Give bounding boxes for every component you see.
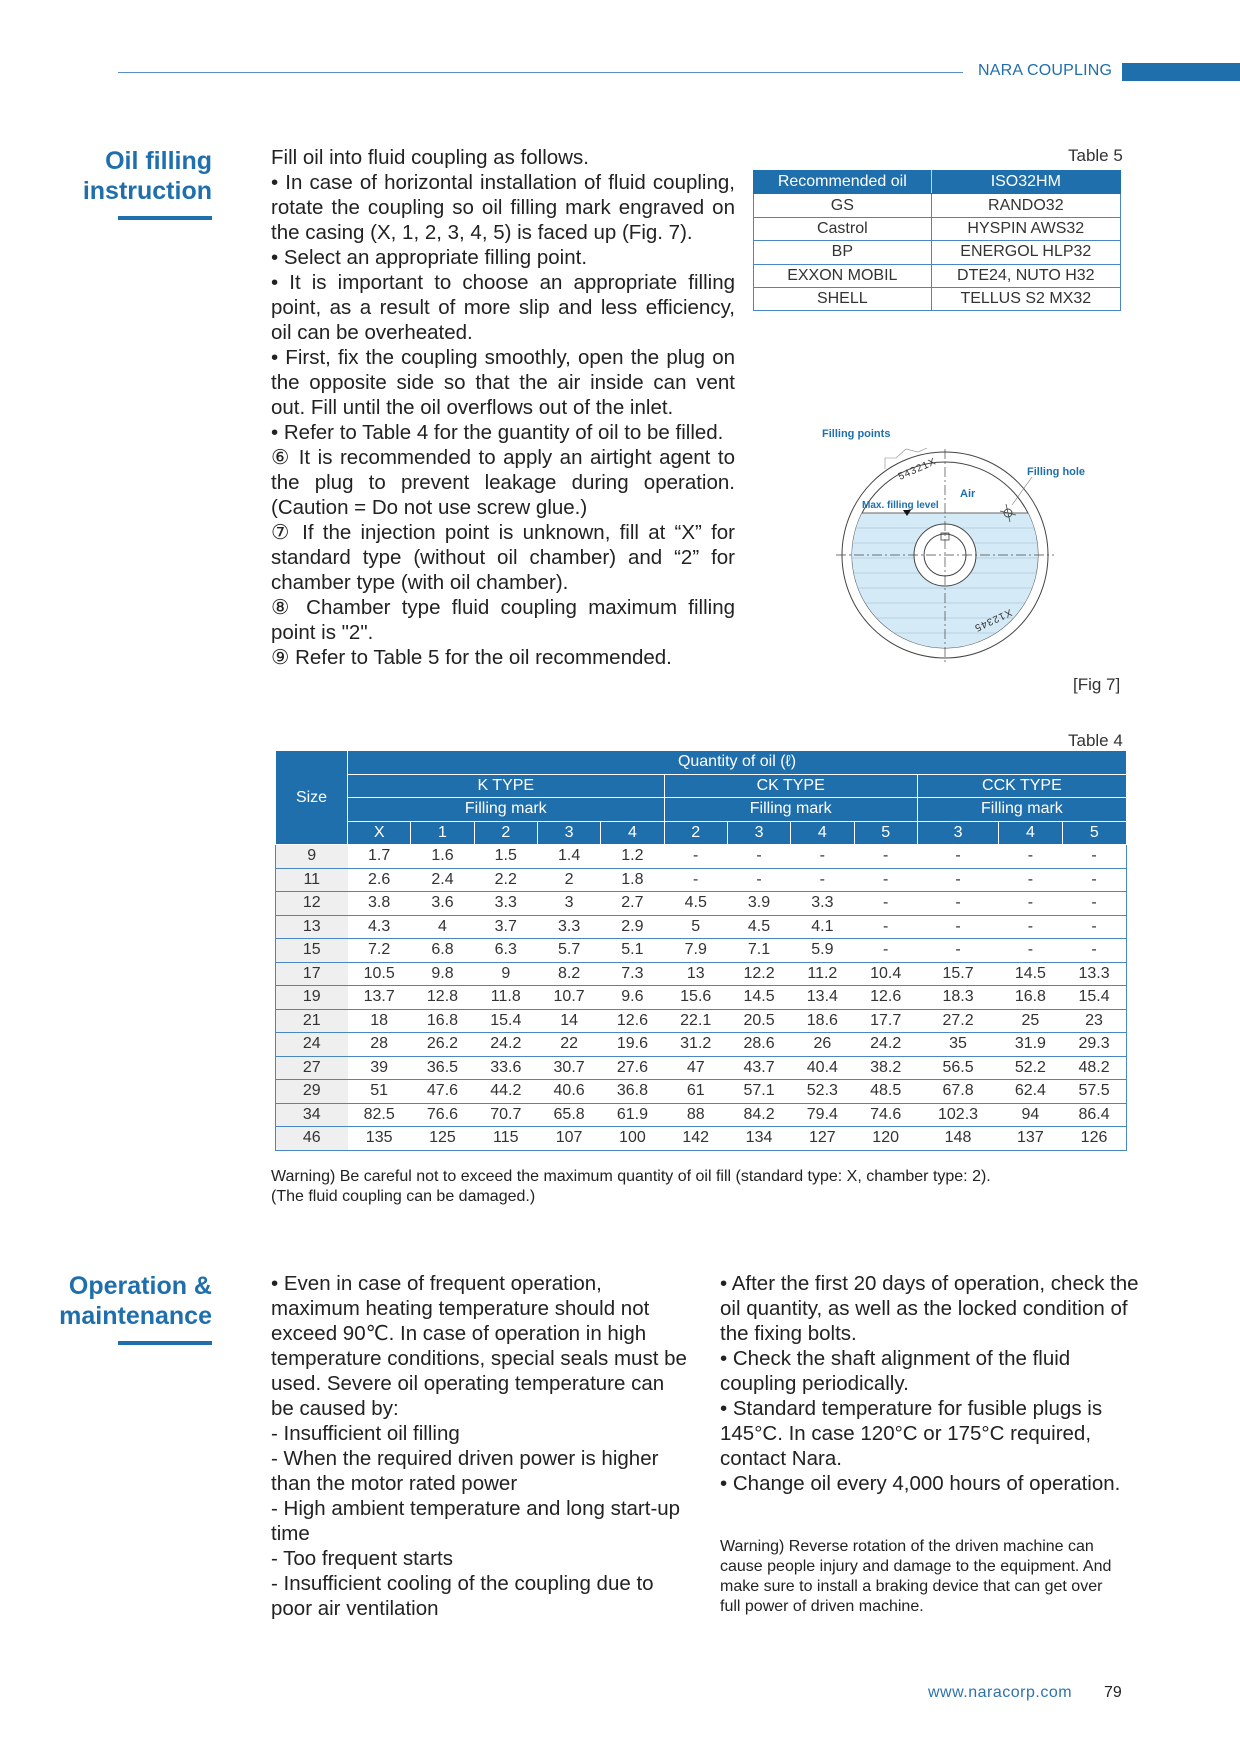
quantity-cell: 31.2 (664, 1033, 727, 1057)
quantity-cell: 102.3 (917, 1103, 998, 1127)
quantity-cell: 1.4 (537, 845, 600, 869)
quantity-cell: 2.4 (411, 868, 474, 892)
filling-mark-cell: 2 (664, 821, 727, 845)
quantity-cell: 10.5 (348, 962, 411, 986)
oil-brand-cell: EXXON MOBIL (754, 264, 932, 287)
quantity-cell: - (917, 939, 998, 963)
section-heading-oil-filling (32, 146, 212, 220)
quantity-cell: - (854, 915, 917, 939)
instruction-paragraph: • In case of horizontal installation of fluid coupling, rotate the coupling so oil filling mark engraved on the casing (X, 1, 2, 3, 4, 5) is faced up (Fig. 7). (271, 171, 735, 244)
quantity-cell: - (917, 868, 998, 892)
table5-caption: Table 5 (1068, 146, 1123, 165)
quantity-cell: 11.8 (474, 986, 537, 1010)
quantity-cell: - (1062, 845, 1126, 869)
oil-product-cell: DTE24, NUTO H32 (931, 264, 1120, 287)
quantity-cell: 148 (917, 1127, 998, 1151)
quantity-cell: 56.5 (917, 1056, 998, 1080)
quantity-cell: 18.3 (917, 986, 998, 1010)
quantity-cell: 38.2 (854, 1056, 917, 1080)
quantity-cell: 17.7 (854, 1009, 917, 1033)
quantity-cell: 12.2 (727, 962, 790, 986)
quantity-cell: - (791, 868, 854, 892)
table-header-row (754, 171, 1121, 194)
quantity-cell: 2.2 (474, 868, 537, 892)
quantity-cell: 82.5 (348, 1103, 411, 1127)
quantity-cell: 3.6 (411, 892, 474, 916)
quantity-cell: 13.4 (791, 986, 854, 1010)
operation-left-column (271, 1271, 691, 1621)
section-heading-operation (12, 1271, 212, 1345)
quantity-cell: 127 (791, 1127, 854, 1151)
quantity-cell: 100 (601, 1127, 664, 1151)
size-cell: 24 (276, 1033, 348, 1057)
filling-hole-label: Filling hole (1027, 466, 1086, 478)
operation-paragraph: • Standard temperature for fusible plugs is 145°C. In case 120°C or 175°C required, contact Nara. (720, 1397, 1103, 1470)
filling-points-label: Filling points (822, 428, 891, 440)
quantity-cell: 27.2 (917, 1009, 998, 1033)
oil-brand-cell: GS (754, 194, 932, 217)
quantity-cell: 1.2 (601, 845, 664, 869)
quantity-cell: - (999, 915, 1062, 939)
table-row (276, 892, 1127, 916)
filling-mark-cell: X (348, 821, 411, 845)
operation-list-item: - Insufficient oil filling (271, 1422, 460, 1445)
filling-mark-cell: 1 (411, 821, 474, 845)
filling-mark-cell: 5 (854, 821, 917, 845)
quantity-cell: 13 (664, 962, 727, 986)
table-header-row (276, 798, 1127, 822)
filling-mark-cell: 2 (474, 821, 537, 845)
quantity-cell: 12.8 (411, 986, 474, 1010)
quantity-cell: 24.2 (854, 1033, 917, 1057)
quantity-cell: - (999, 939, 1062, 963)
quantity-cell: 3.9 (727, 892, 790, 916)
quantity-cell: - (1062, 915, 1126, 939)
quantity-cell: 2.7 (601, 892, 664, 916)
quantity-cell: - (854, 845, 917, 869)
quantity-cell: - (664, 845, 727, 869)
quantity-cell: 88 (664, 1103, 727, 1127)
oil-product-cell: RANDO32 (931, 194, 1120, 217)
quantity-cell: - (791, 845, 854, 869)
quantity-cell: - (854, 892, 917, 916)
quantity-cell: 9.8 (411, 962, 474, 986)
quantity-cell: 2.9 (601, 915, 664, 939)
quantity-cell: 30.7 (537, 1056, 600, 1080)
quantity-cell: 9.6 (601, 986, 664, 1010)
quantity-cell: 61.9 (601, 1103, 664, 1127)
oil-product-cell: ENERGOL HLP32 (931, 241, 1120, 264)
size-cell: 15 (276, 939, 348, 963)
quantity-cell: 8.2 (537, 962, 600, 986)
instruction-paragraph: • Refer to Table 4 for the guantity of oil to be filled. (271, 421, 724, 444)
oil-brand-cell: SHELL (754, 287, 932, 310)
quantity-cell: 28.6 (727, 1033, 790, 1057)
filling-mark-cell: 3 (727, 821, 790, 845)
k-type-header: K TYPE (348, 774, 665, 798)
filling-mark-header: Filling mark (348, 798, 665, 822)
table-row (276, 915, 1127, 939)
size-cell: 17 (276, 962, 348, 986)
table-row (276, 1103, 1127, 1127)
heading-line-1: Oil filling (105, 147, 212, 175)
quantity-cell: 39 (348, 1056, 411, 1080)
quantity-cell: 15.4 (474, 1009, 537, 1033)
instruction-paragraph: • First, fix the coupling smoothly, open the plug on the opposite side so that the air inside can vent out. Fill until the oil overflows out of the inlet. (271, 346, 735, 419)
quantity-cell: - (999, 845, 1062, 869)
quantity-cell: 1.8 (601, 868, 664, 892)
quantity-cell: 86.4 (1062, 1103, 1126, 1127)
size-cell: 21 (276, 1009, 348, 1033)
quantity-cell: 47 (664, 1056, 727, 1080)
table-row (276, 939, 1127, 963)
filling-mark-cell: 5 (1062, 821, 1126, 845)
quantity-cell: 47.6 (411, 1080, 474, 1104)
quantity-cell: 3.7 (474, 915, 537, 939)
quantity-cell: 12.6 (854, 986, 917, 1010)
filling-mark-header: Filling mark (664, 798, 917, 822)
header-rule (118, 72, 963, 73)
table-row (276, 1009, 1127, 1033)
quantity-cell: 1.7 (348, 845, 411, 869)
operation-paragraph: • Check the shaft alignment of the fluid coupling periodically. (720, 1347, 1071, 1395)
quantity-cell: 67.8 (917, 1080, 998, 1104)
instruction-paragraph: • It is important to choose an appropriate filling point, as a result of more slip and less efficiency, oil can be overheated. (271, 271, 735, 344)
quantity-cell: 1.6 (411, 845, 474, 869)
table-row (754, 194, 1121, 217)
quantity-cell: 70.7 (474, 1103, 537, 1127)
header-title: NARA COUPLING (978, 62, 1113, 79)
operation-paragraph: • After the first 20 days of operation, check the oil quantity, as well as the locked condition of the fixing bolts. (720, 1272, 1139, 1345)
table-row (276, 1080, 1127, 1104)
table-row (754, 217, 1121, 240)
quantity-cell: 120 (854, 1127, 917, 1151)
quantity-cell: 7.9 (664, 939, 727, 963)
table-row (754, 241, 1121, 264)
quantity-cell: 3 (537, 892, 600, 916)
table4-caption: Table 4 (1068, 731, 1123, 750)
quantity-cell: 2 (537, 868, 600, 892)
quantity-cell: - (854, 868, 917, 892)
table-row (276, 962, 1127, 986)
quantity-cell: 36.8 (601, 1080, 664, 1104)
heading-line-2: instruction (82, 177, 212, 205)
quantity-cell: - (1062, 868, 1126, 892)
heading-underline (118, 1341, 212, 1345)
size-cell: 34 (276, 1103, 348, 1127)
quantity-cell: 43.7 (727, 1056, 790, 1080)
instruction-paragraph: ⑧ Chamber type fluid coupling maximum filling point is "2". (271, 596, 735, 644)
oil-brand-cell: BP (754, 241, 932, 264)
quantity-cell: 62.4 (999, 1080, 1062, 1104)
quantity-cell: 24.2 (474, 1033, 537, 1057)
oil-product-cell: TELLUS S2 MX32 (931, 287, 1120, 310)
quantity-cell: 12.6 (601, 1009, 664, 1033)
table-row (276, 1056, 1127, 1080)
oil-filling-instructions (271, 145, 735, 670)
quantity-cell: 137 (999, 1127, 1062, 1151)
filling-mark-cell: 4 (601, 821, 664, 845)
instruction-paragraph: Fill oil into fluid coupling as follows. (271, 146, 589, 169)
quantity-cell: - (727, 845, 790, 869)
quantity-cell: 9 (474, 962, 537, 986)
quantity-cell: 48.2 (1062, 1056, 1126, 1080)
max-filling-level-label: Max. filling level (862, 500, 939, 511)
quantity-cell: - (1062, 939, 1126, 963)
quantity-cell: 6.3 (474, 939, 537, 963)
page-number: 79 (1104, 1684, 1122, 1701)
quantity-cell: 14 (537, 1009, 600, 1033)
quantity-cell: 57.1 (727, 1080, 790, 1104)
filling-mark-cell: 4 (791, 821, 854, 845)
quantity-cell: 1.5 (474, 845, 537, 869)
coupling-filling-diagram (810, 425, 1130, 685)
quantity-cell: 107 (537, 1127, 600, 1151)
quantity-cell: 7.1 (727, 939, 790, 963)
operation-paragraph: • Even in case of frequent operation, maximum heating temperature should not exceed 90℃. In case of operation in high temperature conditions, special seals must be used. Severe oil operating temperature can be caused by: (271, 1272, 687, 1420)
quantity-cell: 3.3 (474, 892, 537, 916)
quantity-cell: 48.5 (854, 1080, 917, 1104)
size-cell: 27 (276, 1056, 348, 1080)
quantity-cell: 36.5 (411, 1056, 474, 1080)
filling-mark-cell: 3 (917, 821, 998, 845)
size-header: Size (276, 751, 348, 845)
quantity-cell: 26 (791, 1033, 854, 1057)
size-cell: 12 (276, 892, 348, 916)
heading-underline (118, 216, 212, 220)
quantity-cell: 25 (999, 1009, 1062, 1033)
table-row (754, 287, 1121, 310)
filling-mark-cell: 3 (537, 821, 600, 845)
quantity-cell: - (854, 939, 917, 963)
instruction-paragraph: ⑦ If the injection point is unknown, fill at “X” for standard type (without oil chamber) and “2” for chamber type (with oil chamber). (271, 521, 735, 594)
filling-mark-header: Filling mark (917, 798, 1126, 822)
quantity-cell: 13.3 (1062, 962, 1126, 986)
quantity-cell: 23 (1062, 1009, 1126, 1033)
table-header-row (276, 751, 1127, 775)
quantity-cell: 84.2 (727, 1103, 790, 1127)
quantity-cell: 51 (348, 1080, 411, 1104)
filling-mark-cell: 4 (999, 821, 1062, 845)
table-row (754, 264, 1121, 287)
quantity-cell: - (664, 868, 727, 892)
heading-line-2: maintenance (59, 1302, 212, 1330)
table-row (276, 986, 1127, 1010)
recommended-oil-table (753, 170, 1121, 311)
quantity-cell: 22.1 (664, 1009, 727, 1033)
quantity-cell: 6.8 (411, 939, 474, 963)
quantity-cell: 2.6 (348, 868, 411, 892)
quantity-cell: - (999, 868, 1062, 892)
quantity-cell: 15.7 (917, 962, 998, 986)
oil-brand-cell: Castrol (754, 217, 932, 240)
quantity-cell: - (917, 845, 998, 869)
operation-list-item: - High ambient temperature and long start-up time (271, 1497, 681, 1545)
cck-type-header: CCK TYPE (917, 774, 1126, 798)
size-cell: 29 (276, 1080, 348, 1104)
quantity-cell: 14.5 (727, 986, 790, 1010)
warning-line: Warning) Be careful not to exceed the maximum quantity of oil fill (standard type: X, chamber type: 2). (271, 1168, 991, 1185)
quantity-cell: 19.6 (601, 1033, 664, 1057)
size-cell: 9 (276, 845, 348, 869)
instruction-paragraph: ⑨ Refer to Table 5 for the oil recommended. (271, 646, 672, 669)
oil-fill-warning (271, 1167, 991, 1207)
quantity-cell: 3.3 (791, 892, 854, 916)
size-cell: 19 (276, 986, 348, 1010)
quantity-cell: 10.7 (537, 986, 600, 1010)
quantity-cell: 5.7 (537, 939, 600, 963)
quantity-header: Quantity of oil (ℓ) (348, 751, 1127, 775)
figure7-caption: [Fig 7] (1073, 675, 1121, 694)
quantity-cell: 76.6 (411, 1103, 474, 1127)
table-header-row (276, 774, 1127, 798)
table-row (276, 845, 1127, 869)
quantity-cell: 40.6 (537, 1080, 600, 1104)
instruction-paragraph: • Select an appropriate filling point. (271, 246, 588, 269)
quantity-cell: 18 (348, 1009, 411, 1033)
heading-line-1: Operation & (68, 1272, 212, 1300)
quantity-cell: 115 (474, 1127, 537, 1151)
quantity-cell: - (1062, 892, 1126, 916)
table-header-row (276, 821, 1127, 845)
quantity-cell: 79.4 (791, 1103, 854, 1127)
instruction-paragraph: ⑥ It is recommended to apply an airtight agent to the plug to prevent leakage during operation. (Caution = Do not use screw glue.) (271, 446, 735, 519)
quantity-cell: 28 (348, 1033, 411, 1057)
quantity-cell: 14.5 (999, 962, 1062, 986)
quantity-cell: 65.8 (537, 1103, 600, 1127)
quantity-cell: 126 (1062, 1127, 1126, 1151)
footer-website-link[interactable]: www.naracorp.com (928, 1684, 1073, 1701)
warning-line: (The fluid coupling can be damaged.) (271, 1188, 536, 1205)
quantity-cell: 31.9 (999, 1033, 1062, 1057)
quantity-cell: 74.6 (854, 1103, 917, 1127)
size-cell: 46 (276, 1127, 348, 1151)
oil-quantity-table (275, 750, 1127, 1151)
quantity-cell: 4 (411, 915, 474, 939)
ck-type-header: CK TYPE (664, 774, 917, 798)
table-row (276, 1127, 1127, 1151)
size-cell: 11 (276, 868, 348, 892)
reverse-rotation-warning: Warning) Reverse rotation of the driven machine can cause people injury and damage to the equipment. And make sure to install a braking device that can get over full power of driven machine. (720, 1538, 1112, 1615)
quantity-cell: 44.2 (474, 1080, 537, 1104)
quantity-cell: 4.3 (348, 915, 411, 939)
quantity-cell: 22 (537, 1033, 600, 1057)
header-cell: ISO32HM (931, 171, 1120, 194)
quantity-cell: 13.7 (348, 986, 411, 1010)
quantity-cell: 4.5 (727, 915, 790, 939)
operation-list-item: - Insufficient cooling of the coupling due to poor air ventilation (271, 1572, 654, 1620)
quantity-cell: 142 (664, 1127, 727, 1151)
quantity-cell: 15.6 (664, 986, 727, 1010)
quantity-cell: 7.2 (348, 939, 411, 963)
operation-right-column (720, 1271, 1140, 1496)
size-cell: 13 (276, 915, 348, 939)
quantity-cell: - (727, 868, 790, 892)
quantity-cell: 33.6 (474, 1056, 537, 1080)
table-row (276, 868, 1127, 892)
bottom-filling-marks: X12345 (972, 606, 1014, 634)
quantity-cell: 5 (664, 915, 727, 939)
operation-list-item: - Too frequent starts (271, 1547, 453, 1570)
quantity-cell: 57.5 (1062, 1080, 1126, 1104)
quantity-cell: 61 (664, 1080, 727, 1104)
quantity-cell: 4.5 (664, 892, 727, 916)
quantity-cell: 52.3 (791, 1080, 854, 1104)
quantity-cell: 52.2 (999, 1056, 1062, 1080)
quantity-cell: 125 (411, 1127, 474, 1151)
quantity-cell: 29.3 (1062, 1033, 1126, 1057)
quantity-cell: 135 (348, 1127, 411, 1151)
table-row (276, 1033, 1127, 1057)
operation-list-item: - When the required driven power is higher than the motor rated power (271, 1447, 659, 1495)
quantity-cell: - (917, 892, 998, 916)
quantity-cell: 3.3 (537, 915, 600, 939)
quantity-cell: 7.3 (601, 962, 664, 986)
quantity-cell: 15.4 (1062, 986, 1126, 1010)
air-label: Air (960, 488, 976, 500)
quantity-cell: - (917, 915, 998, 939)
quantity-cell: 20.5 (727, 1009, 790, 1033)
top-filling-marks: 54321X (896, 456, 939, 483)
quantity-cell: 5.9 (791, 939, 854, 963)
quantity-cell: 40.4 (791, 1056, 854, 1080)
quantity-cell: 4.1 (791, 915, 854, 939)
header-color-block (1122, 63, 1240, 81)
quantity-cell: 16.8 (411, 1009, 474, 1033)
quantity-cell: - (999, 892, 1062, 916)
operation-paragraph: • Change oil every 4,000 hours of operation. (720, 1472, 1121, 1495)
quantity-cell: 11.2 (791, 962, 854, 986)
quantity-cell: 5.1 (601, 939, 664, 963)
header-cell: Recommended oil (754, 171, 932, 194)
quantity-cell: 27.6 (601, 1056, 664, 1080)
quantity-cell: 26.2 (411, 1033, 474, 1057)
quantity-cell: 10.4 (854, 962, 917, 986)
quantity-cell: 35 (917, 1033, 998, 1057)
quantity-cell: 16.8 (999, 986, 1062, 1010)
oil-product-cell: HYSPIN AWS32 (931, 217, 1120, 240)
quantity-cell: 3.8 (348, 892, 411, 916)
quantity-cell: 94 (999, 1103, 1062, 1127)
quantity-cell: 18.6 (791, 1009, 854, 1033)
quantity-cell: 134 (727, 1127, 790, 1151)
